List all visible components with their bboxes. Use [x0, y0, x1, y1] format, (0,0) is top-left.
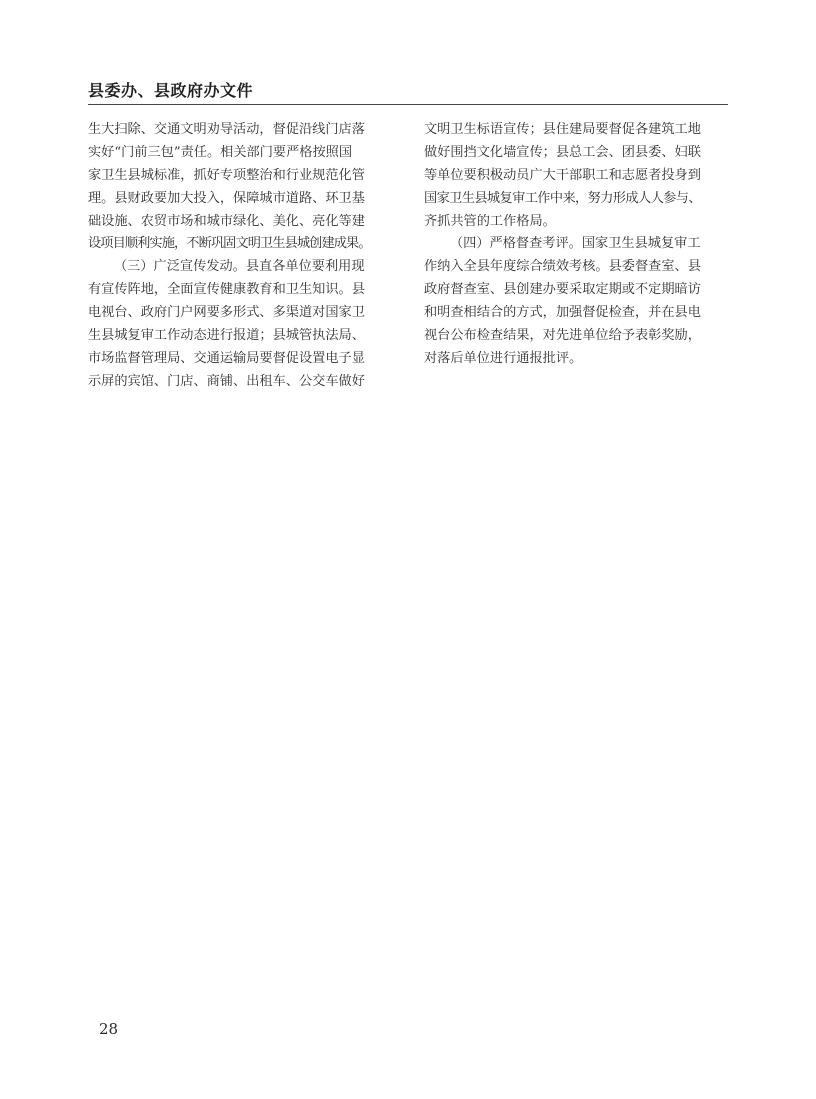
text-line: 电视台、政府门户网要多形式、多渠道对国家卫 [88, 305, 365, 321]
text-line: 和明查相结合的方式，加强督促检查，并在县电 [424, 305, 701, 321]
page-number: 28 [99, 1020, 119, 1038]
text-line: 视台公布检查结果，对先进单位给予表彰奖励， [424, 328, 701, 344]
text-line: 础设施、农贸市场和城市绿化、美化、亮化等建 [88, 213, 365, 229]
text-line: 作纳入全县年度综合绩效考核。县委督查室、县 [424, 259, 701, 275]
text-line: 政府督查室、县创建办要采取定期或不定期暗访 [424, 282, 701, 298]
text-line: 市场监督管理局、交通运输局要督促设置电子显 [88, 350, 365, 366]
text-line: 示屏的宾馆、门店、商铺、出租车、公交车做好 [88, 373, 365, 389]
running-header [88, 78, 728, 105]
text-line: 国家卫生县城复审工作中来，努力形成人人参与、 [424, 190, 701, 206]
header-title: 县委办、县政府办文件 [88, 81, 254, 100]
text-line: 等单位要积极动员广大干部职工和志愿者投身到 [424, 167, 701, 183]
text-line: 有宣传阵地，全面宣传健康教育和卫生知识。县 [88, 282, 365, 298]
right-column [424, 119, 730, 371]
left-column [88, 119, 394, 394]
section-heading-line: （四）严格督查考评。国家卫生县城复审工 [450, 236, 701, 252]
text-line: 对落后单位进行通报批评。 [424, 350, 583, 366]
text-line: 文明卫生标语宣传；县住建局要督促各建筑工地 [424, 122, 701, 137]
text-line: 齐抓共管的工作格局。 [424, 213, 556, 229]
text-line: 生县城复审工作动态进行报道；县城管执法局、 [88, 328, 365, 344]
section-heading-line: （三）广泛宣传发动。县直各单位要利用现 [114, 259, 365, 275]
text-line: 家卫生县城标准，抓好专项整治和行业规范化管 [88, 167, 365, 183]
text-line: 做好围挡文化墙宣传；县总工会、团县委、妇联 [424, 144, 701, 160]
text-line: 理。县财政要加大投入，保障城市道路、环卫基 [88, 190, 365, 206]
text-line: 生大扫除、交通文明劝导活动，督促沿线门店落 [88, 122, 365, 137]
text-line: 实好“门前三包”责任。相关部门要严格按照国 [88, 144, 353, 160]
text-line: 设项目顺利实施，不断巩固文明卫生县城创建成果。 [88, 236, 371, 252]
